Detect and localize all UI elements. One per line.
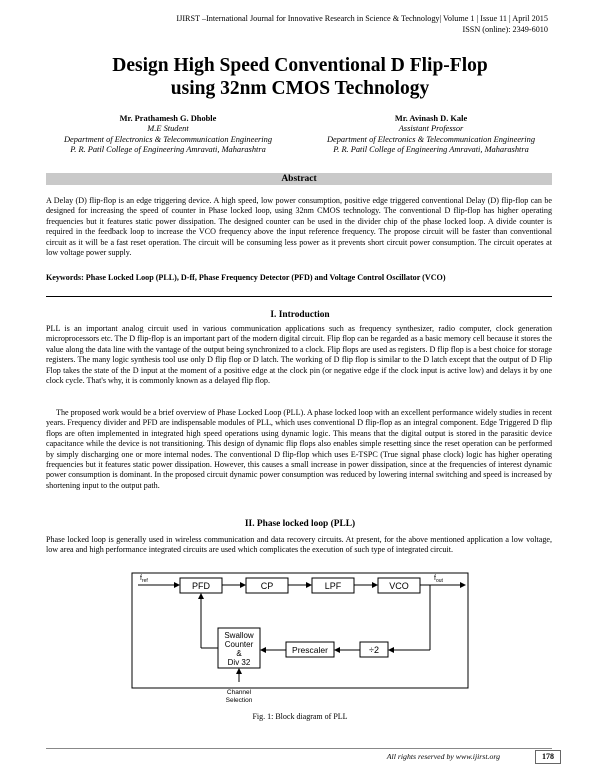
author-department: Department of Electronics & Telecommunication Engineering (326, 134, 536, 144)
author-role: M.E Student (147, 124, 189, 134)
intro-paragraph-2: The proposed work would be a brief overview of Phase Locked Loop (PLL). A phase locked loop with an excellent performance widely studies in recent years. Frequency divider and PFD are indispensable modules of PLL, which uses conventional D flip-flop as an integral component. Edge Triggered D flip flops are often implemented in integrated high speed operations using dynamic logic. This means that the digital output is stored in the parasitic device capacitance while the device is not transitioning. This design of dynamic flip flops also enables simple resetting since the reset operation can be performed by simply discharging one or more internal nodes. The conventional D flip-flop which uses E-TSPC (True signal phase clock) logic has higher operating frequencies but it features static power dissipation. However, this causes a small increase in power dissipation, since at the frequencies of interest dynamic power consumption is dominant. In the proposed circuit dynamic power consumption was reduced by lowering internal switching and speed is increased by shortening input to the output path. (46, 408, 552, 490)
channel-label-1: Channel (226, 689, 252, 696)
arrow (174, 582, 180, 588)
author-2 (300, 114, 562, 156)
channel-label-2: Selection (225, 697, 253, 704)
section-heading-introduction: I. Introduction (270, 310, 330, 320)
section-heading-pll: II. Phase locked loop (PLL) (244, 519, 356, 529)
figure-frame (132, 573, 468, 688)
journal-header-line2: ISSN (online): 2349-6010 (462, 25, 548, 34)
divider (46, 296, 552, 297)
vco-label: VCO (389, 581, 409, 591)
paper-title (0, 54, 600, 100)
swallow-label-1: Swallow (224, 631, 254, 640)
fout-label: $f_{out}$ (434, 575, 443, 584)
author-1 (40, 114, 296, 156)
abstract-heading: Abstract (46, 173, 552, 185)
pll-paragraph-1: Phase locked loop is generally used in wireless communication and data recovery circuits. At present, for the above mentioned application a low voltage, low area and high performance integrated circuits are used which complicates the execution of such type of integrated circuit. (46, 535, 552, 555)
footer-text: All rights reserved by www.ijirst.org (386, 752, 500, 761)
abstract-text: A Delay (D) flip-flop is an edge triggering device. A high speed, low power consumption, positive edge triggered conventional Delay (D) flip-flop can be designed for increasing the speed of counter in Phase locked loop, using 32nm CMOS technology. The conventional D flip-flop has higher operating frequencies but it features static power dissipation. The designed counter can be used in the divider chip of the phase locked loop. A divide counter is required in the feedback loop to increase the VCO frequency above the input reference frequency. The propose circuit will be faster than conventional circuit as it will be a fast reset operation. The circuit will be consuming less power as it prevents short circuit power consumption. The circuit operates at low voltage power supply. (46, 196, 552, 258)
pfd-label: PFD (192, 581, 210, 591)
author-college: P. R. Patil College of Engineering Amravati, Maharashtra (70, 145, 266, 155)
title-line2: using 32nm CMOS Technology (170, 78, 430, 99)
journal-header (28, 13, 548, 35)
figure-caption: Fig. 1: Block diagram of PLL (252, 712, 348, 721)
fref-label: $f_{ref}$ (140, 575, 148, 584)
swallow-label-2: Counter (224, 640, 254, 649)
pll-block-diagram (130, 570, 470, 710)
author-role: Assistant Professor (398, 124, 464, 134)
swallow-label-4: Div 32 (227, 658, 251, 667)
page-number: 178 (535, 750, 561, 764)
title-line1: Design High Speed Conventional D Flip-Flop (112, 55, 488, 76)
footer-divider (46, 748, 552, 749)
author-name: Mr. Avinash D. Kale (394, 114, 468, 123)
journal-header-line1: IJIRST –International Journal for Innovative Research in Science & Technology| Volume 1 | Issue 11 | April 2015 (176, 14, 548, 23)
author-college: P. R. Patil College of Engineering Amravati, Maharashtra (333, 145, 529, 155)
author-name: Mr. Prathamesh G. Dhoble (119, 114, 217, 123)
lpf-label: LPF (324, 581, 342, 591)
swallow-label-3: & (236, 649, 242, 658)
intro-paragraph-1: PLL is an important analog circuit used in various communication applications such as frequency synthesizer, radio computer, clock generation microprocessors etc. The D flip-flop is an important part of the modern digital circuit. Flip flop can be regarded as a basic memory cell because it stores the value along the data line with the vantage of the output being synchronized to a clock. Flip flops are used as registers. D flip flop is a best choice for storage registers. The many logic synthesis tool use only D flip flop or D latch. The working of D flip flop is similar to the D latch except that the output of D Flip Flop takes the state of the D input at the moment of a positive edge at the clock pin (or negative edge if the clock input is active low) and delays it by one clock cycle. That's why, it is commonly known as a delayed flip flop. (46, 324, 552, 386)
div2-label: ÷2 (369, 645, 379, 655)
cp-label: CP (260, 581, 274, 591)
prescaler-label: Prescaler (292, 645, 328, 655)
author-department: Department of Electronics & Telecommunication Engineering (63, 134, 273, 144)
keywords: Keywords: Phase Locked Loop (PLL), D-ff, Phase Frequency Detector (PFD) and Voltage Control Oscillator (VCO) (46, 273, 446, 282)
